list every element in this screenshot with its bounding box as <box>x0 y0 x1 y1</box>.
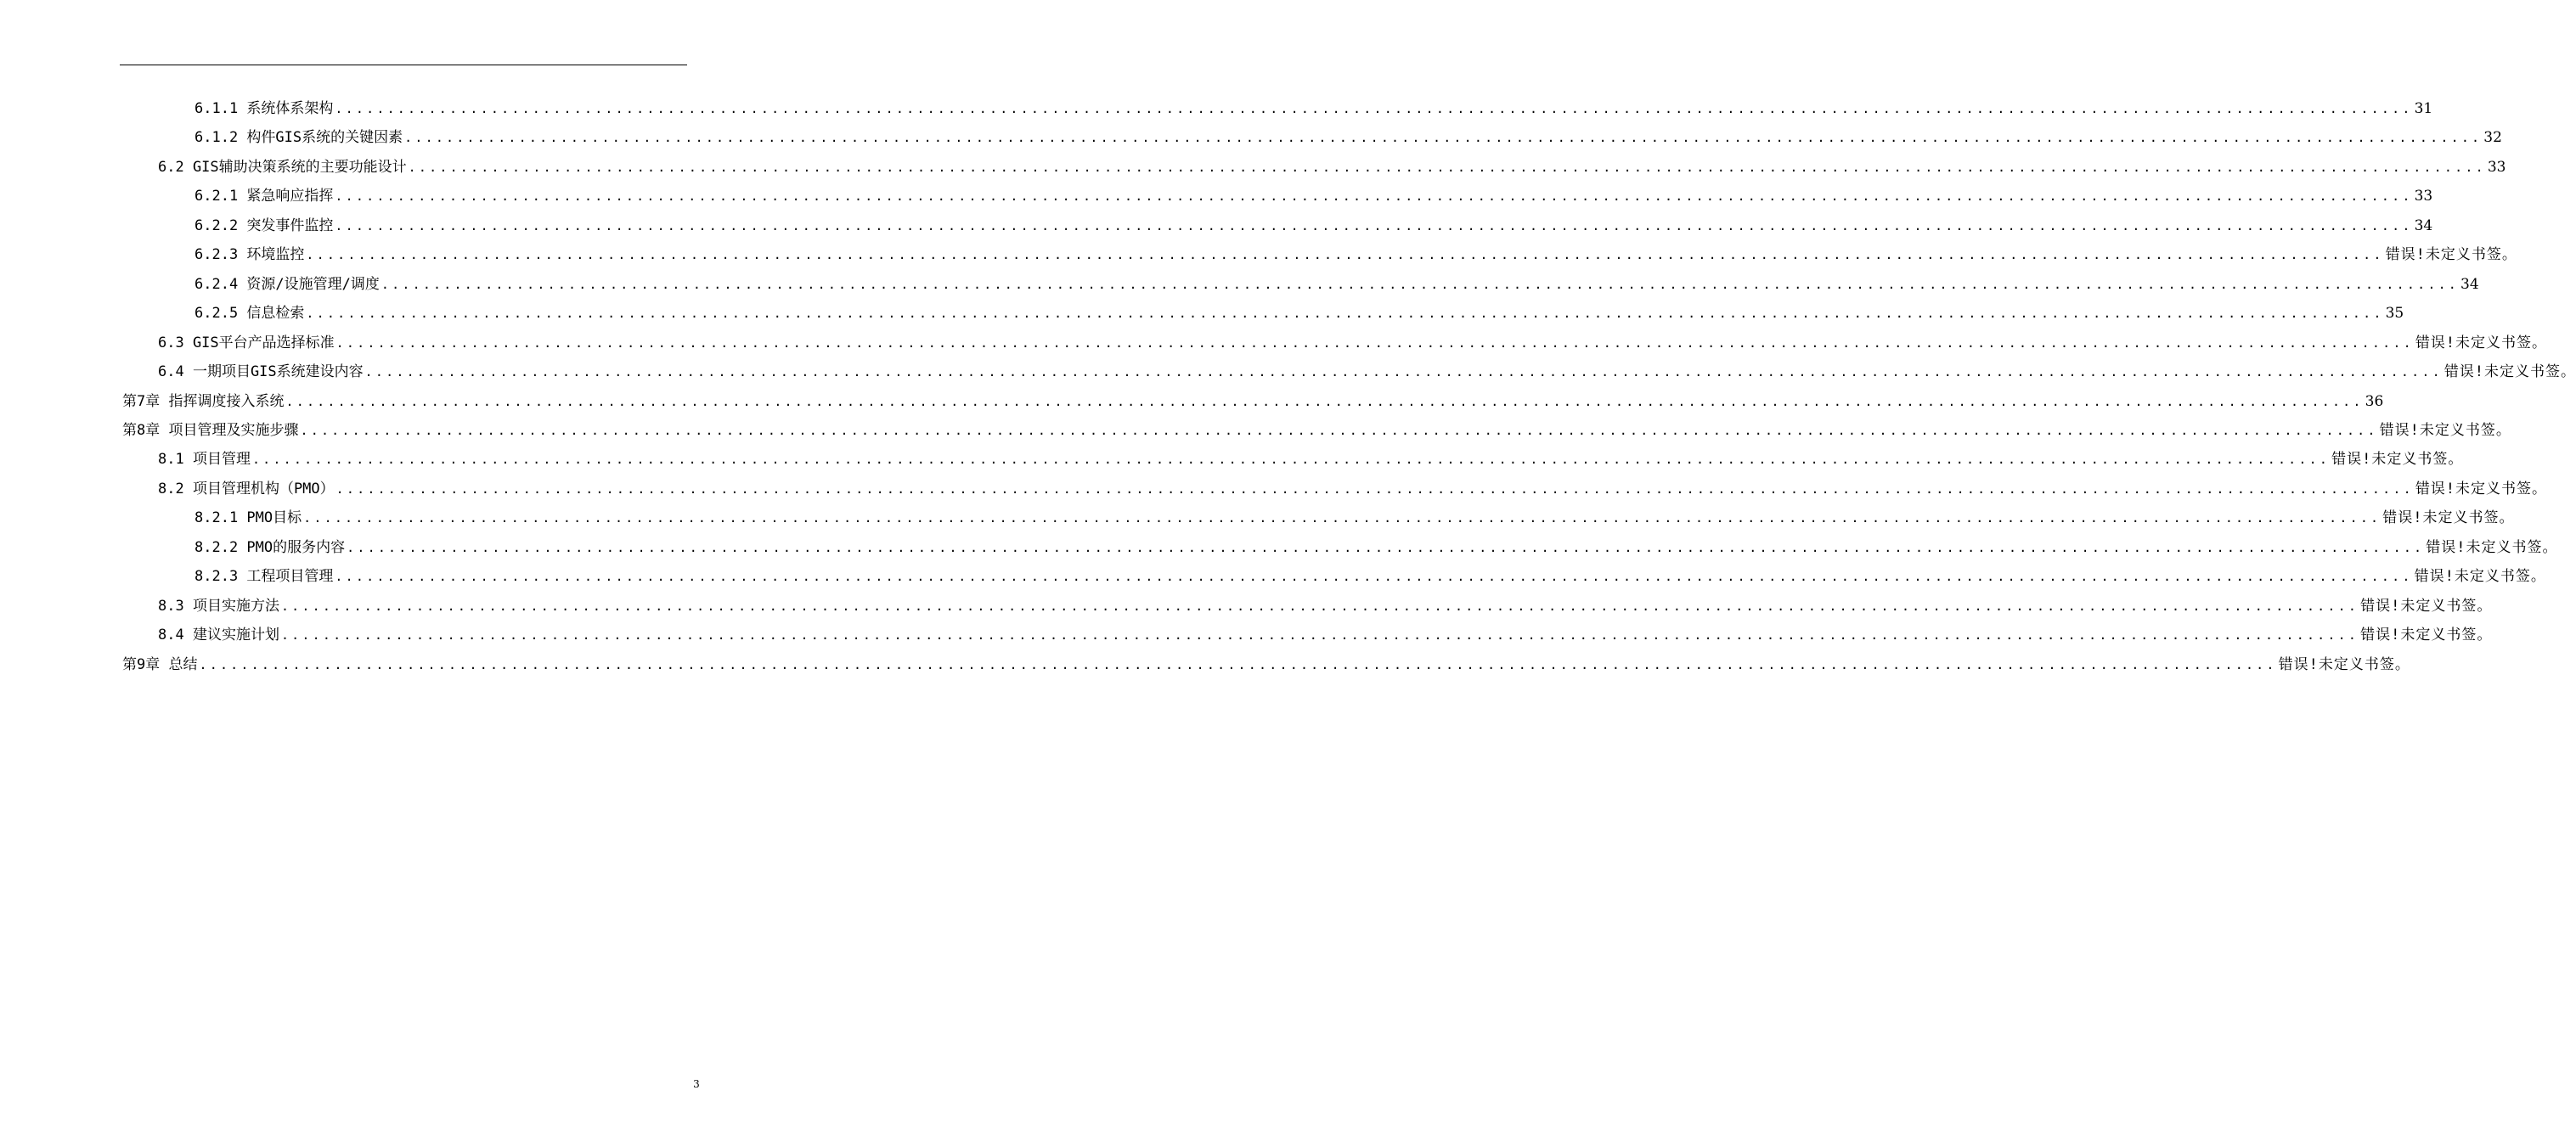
toc-entry[interactable] <box>194 243 2517 263</box>
toc-entry-title: 6.2.2 突发事件监控 <box>194 217 334 234</box>
toc-entry-page: 32 <box>2483 129 2502 146</box>
toc-entry[interactable] <box>158 360 2576 380</box>
toc-entry[interactable] <box>158 155 2506 176</box>
toc-entry[interactable] <box>122 653 2410 673</box>
toc-entry-page: 错误!未定义书签。 <box>2415 481 2548 497</box>
toc-entry[interactable] <box>194 126 2502 146</box>
toc-entry-title: 6.3 GIS平台产品选择标准 <box>158 334 335 351</box>
toc-entry[interactable] <box>158 331 2548 351</box>
toc-leader-dots: ........................................................................................................................................................................................................ <box>251 452 2331 467</box>
toc-entry-page: 错误!未定义书签。 <box>2426 539 2558 556</box>
toc-entry[interactable] <box>194 184 2433 205</box>
toc-leader-dots: ........................................................................................................................................................................................................ <box>335 101 2413 116</box>
toc-entry-title: 6.2 GIS辅助决策系统的主要功能设计 <box>158 159 407 176</box>
toc-entry-title: 第7章 指挥调度接入系统 <box>122 393 285 410</box>
toc-entry-title: 6.2.1 紧急响应指挥 <box>194 188 334 205</box>
page-number: 3 <box>693 1078 700 1090</box>
toc-entry-title: 8.3 项目实施方法 <box>158 598 279 615</box>
toc-entry-page: 33 <box>2487 159 2506 176</box>
toc-leader-dots: ........................................................................................................................................................................................................ <box>199 657 2277 672</box>
toc-entry-page: 33 <box>2414 188 2433 205</box>
toc-entry[interactable] <box>158 447 2464 468</box>
toc-entry-title: 第9章 总结 <box>122 656 198 673</box>
toc-entry-title: 8.2.3 工程项目管理 <box>194 568 334 585</box>
toc-entry[interactable] <box>158 594 2493 615</box>
toc-entry[interactable] <box>158 477 2548 497</box>
toc-entry[interactable] <box>194 506 2515 526</box>
toc-entry-page: 35 <box>2385 305 2404 322</box>
toc-leader-dots: ........................................................................................................................................................................................................ <box>347 540 2425 555</box>
toc-leader-dots: ........................................................................................................................................................................................................ <box>303 510 2382 526</box>
toc-entry-page: 31 <box>2414 100 2433 117</box>
toc-leader-dots: ........................................................................................................................................................................................................ <box>364 364 2443 379</box>
toc-entry[interactable] <box>194 565 2546 585</box>
toc-entry-title: 8.1 项目管理 <box>158 451 251 468</box>
toc-entry-page: 错误!未定义书签。 <box>2444 363 2576 380</box>
toc-entry[interactable] <box>194 301 2404 322</box>
toc-leader-dots: ........................................................................................................................................................................................................ <box>335 481 2414 497</box>
toc-entry-page: 错误!未定义书签。 <box>2379 422 2511 439</box>
toc-entry-page: 错误!未定义书签。 <box>2382 509 2515 526</box>
toc-entry-page: 错误!未定义书签。 <box>2415 334 2548 351</box>
toc-entry-title: 6.4 一期项目GIS系统建设内容 <box>158 363 364 380</box>
toc-leader-dots: ........................................................................................................................................................................................................ <box>335 188 2413 204</box>
toc-entry[interactable] <box>194 273 2479 293</box>
toc-entry-title: 8.2.1 PMO目标 <box>194 509 302 526</box>
toc-entry-page: 错误!未定义书签。 <box>2414 568 2546 585</box>
toc-leader-dots: ........................................................................................................................................................................................................ <box>335 218 2413 233</box>
toc-entry[interactable] <box>194 536 2558 556</box>
toc-leader-dots: ........................................................................................................................................................................................................ <box>408 160 2486 175</box>
toc-leader-dots: ........................................................................................................................................................................................................ <box>335 569 2413 584</box>
toc-entry-title: 6.2.5 信息检索 <box>194 305 305 322</box>
toc-leader-dots: ........................................................................................................................................................................................................ <box>306 247 2384 262</box>
toc-entry[interactable] <box>158 623 2493 644</box>
toc-leader-dots: ........................................................................................................................................................................................................ <box>285 394 2364 409</box>
toc-entry[interactable] <box>122 390 2384 410</box>
toc-leader-dots: ........................................................................................................................................................................................................ <box>300 423 2378 438</box>
toc-entry-title: 6.2.4 资源/设施管理/调度 <box>194 276 380 293</box>
toc-entry[interactable] <box>194 214 2433 234</box>
toc-entry[interactable] <box>194 97 2433 117</box>
toc-entry-title: 6.1.2 构件GIS系统的关键因素 <box>194 129 403 146</box>
toc-entry[interactable] <box>122 419 2511 439</box>
toc-leader-dots: ........................................................................................................................................................................................................ <box>280 627 2359 643</box>
toc-entry-title: 8.4 建议实施计划 <box>158 627 279 644</box>
toc-entry-page: 错误!未定义书签。 <box>2331 451 2464 468</box>
toc-entry-page: 34 <box>2414 217 2433 234</box>
toc-entry-title: 8.2 项目管理机构（PMO） <box>158 481 335 497</box>
toc-entry-title: 8.2.2 PMO的服务内容 <box>194 539 346 556</box>
toc-entry-title: 6.2.3 环境监控 <box>194 246 305 263</box>
toc-leader-dots: ........................................................................................................................................................................................................ <box>306 306 2384 321</box>
toc-entry-page: 错误!未定义书签。 <box>2360 598 2493 615</box>
toc-entry-title: 6.1.1 系统体系架构 <box>194 100 334 117</box>
toc-leader-dots: ........................................................................................................................................................................................................ <box>280 599 2359 614</box>
toc-entry-page: 错误!未定义书签。 <box>2360 627 2493 644</box>
toc-entry-page: 36 <box>2365 393 2384 410</box>
toc-leader-dots: ........................................................................................................................................................................................................ <box>404 130 2483 145</box>
toc-leader-dots: ........................................................................................................................................................................................................ <box>335 335 2414 351</box>
toc-leader-dots: ........................................................................................................................................................................................................ <box>380 277 2460 292</box>
toc-entry-page: 错误!未定义书签。 <box>2385 246 2517 263</box>
toc-entry-title: 第8章 项目管理及实施步骤 <box>122 422 299 439</box>
toc-entry-page: 34 <box>2460 276 2479 293</box>
toc-entry-page: 错误!未定义书签。 <box>2278 656 2410 673</box>
